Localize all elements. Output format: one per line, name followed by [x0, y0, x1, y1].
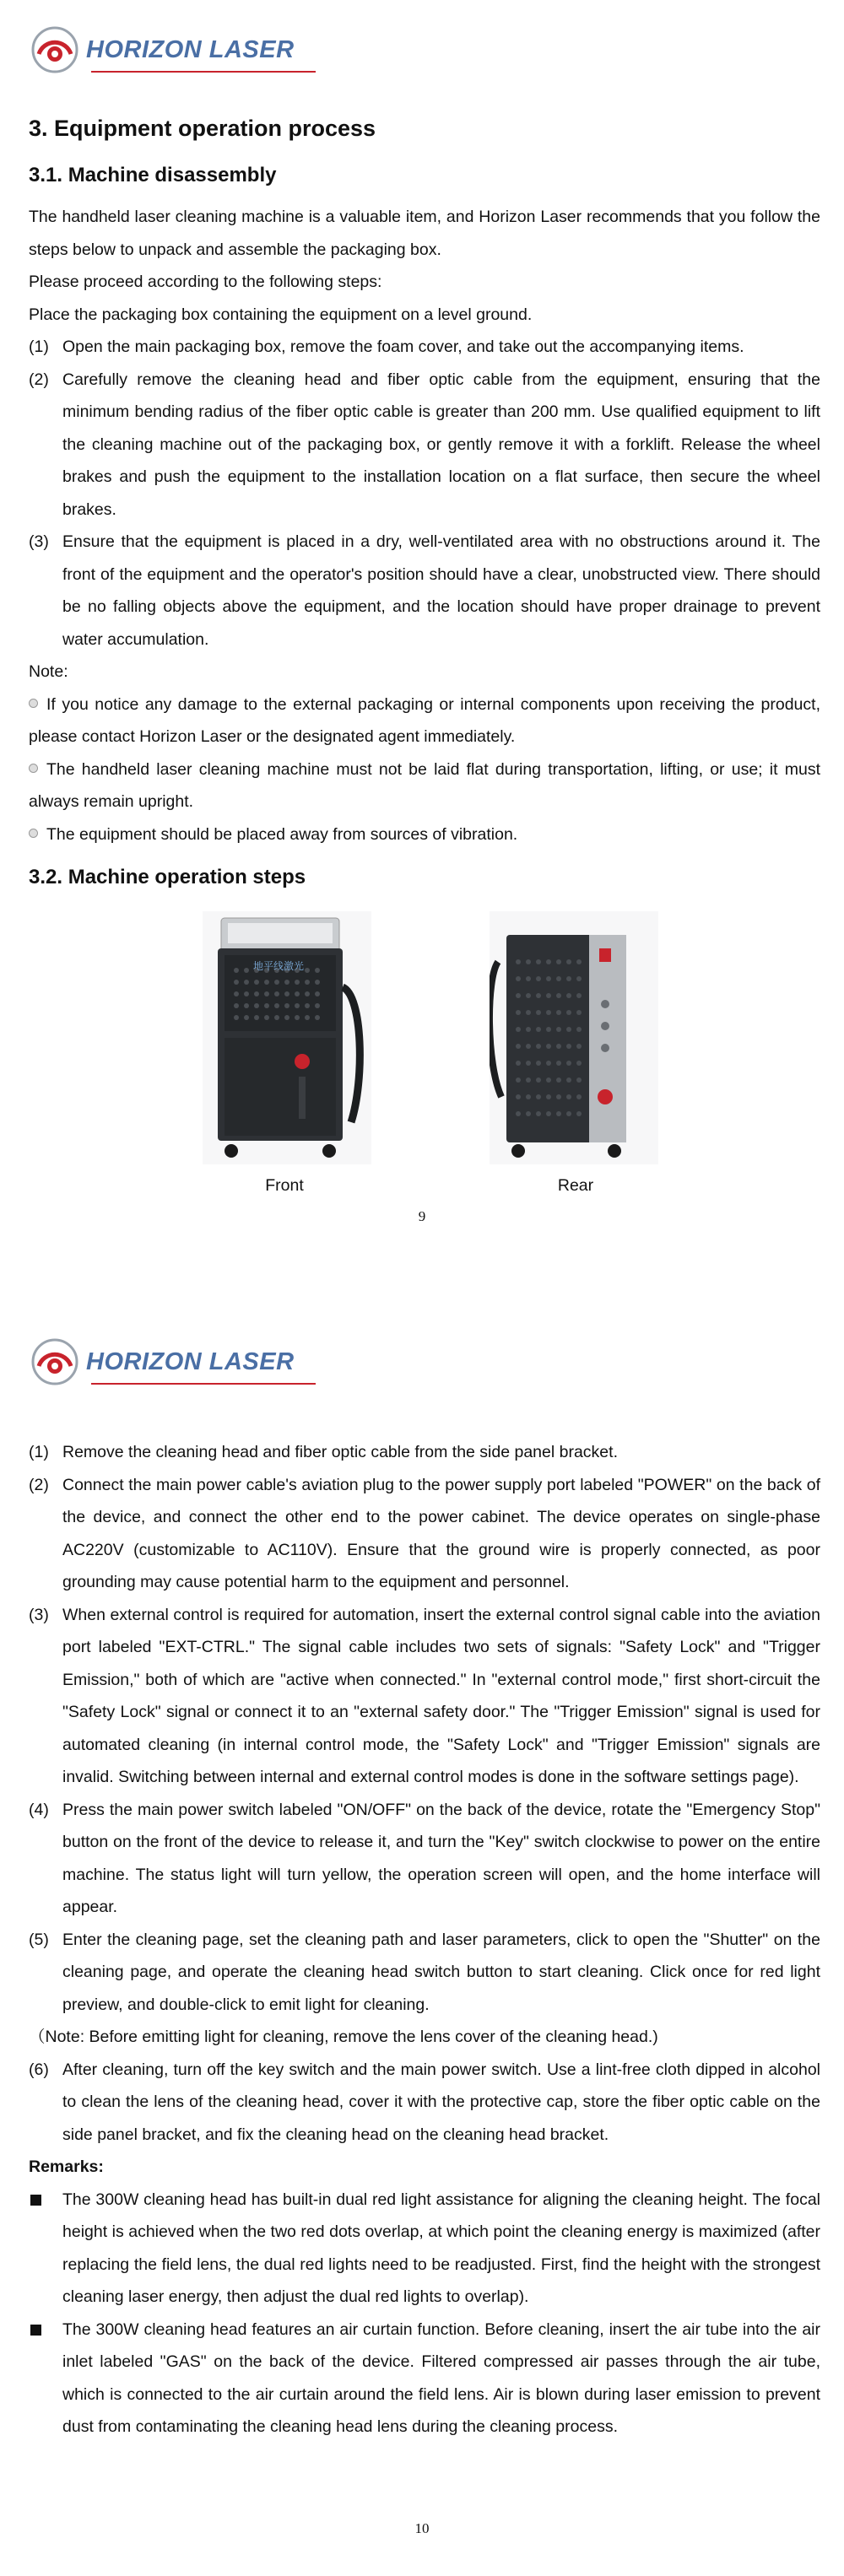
caption-rear: Rear [557, 1176, 594, 1195]
section-title: 3. Equipment operation process [29, 116, 376, 141]
machine-rear-image [490, 911, 658, 1169]
bullet-dot-icon [29, 829, 38, 838]
page9-body [29, 111, 820, 894]
logo-emblem-icon [30, 25, 79, 74]
remarks-label: Remarks: [29, 2157, 104, 2176]
operation-step: (1) Remove the cleaning head and fiber optic cable from the side panel bracket. [29, 1443, 618, 1461]
logo-underline [91, 71, 316, 73]
subsection-title-disassembly: 3.1. Machine disassembly [29, 164, 277, 186]
horizon-laser-logo [30, 25, 295, 74]
disassembly-step: (2) Carefully remove the cleaning head and fiber optic cable from the equipment, ensuring that the minimum bending radius of the fiber optic cable is greater than 200 mm. Use qualified equipment to lift the cleaning machine out of the packaging box, or gently remove it with a forklift. Release the wheel brakes and push the equipment to the installation location on a flat surface, then secure the wheel brakes. [29, 370, 820, 519]
logo-underline [91, 1383, 316, 1385]
square-bullet-icon [30, 2325, 41, 2336]
operation-step: (2) Connect the main power cable's aviation plug to the power supply port labeled "POWER" on the back of the device, and connect the other end to the power cabinet. The device operates on single-phase AC220V (customizable to AC110V). Ensure that the ground wire is properly connected, as poor grounding may cause potential harm to the equipment and personnel. [29, 1475, 820, 1591]
machine-front-image [203, 911, 371, 1169]
caption-front: Front [265, 1176, 304, 1195]
logo-emblem-icon [30, 1337, 79, 1386]
operation-step: (5) Enter the cleaning page, set the cleaning path and laser parameters, click to open the "Shutter" on the cleaning page, and operate the cleaning head switch button to start cleaning. Click once for red light preview, and double-click to emit light for cleaning. [29, 1930, 820, 2014]
remark-item: The 300W cleaning head has built-in dual red light assistance for aligning the cleaning height. The focal height is achieved when the two red dots overlap, at which point the cleaning energy is maximized (after replacing the field lens, the dual red lights need to be readjusted. First, find the height with the strongest cleaning laser energy, then adjust the dual red lights to overlap). [29, 2184, 820, 2314]
proceed-line: Please proceed according to the following steps: [29, 273, 382, 291]
operation-step: (3) When external control is required for automation, insert the external control signal cable into the aviation port labeled "EXT-CTRL." The signal cable includes two sets of signals: "Safety Lock" and "Trigger Emission," both of which are "active when connected." In "external control mode," first short-circuit the "Safety Lock" signal or connect it to an "external safety door." The "Trigger Emission" signal is used for automated cleaning (in internal control mode, the "Safety Lock" and "Trigger Emission" signals are invalid. Switching between internal and external control modes is done in the software settings page). [29, 1605, 820, 1786]
note-item: The equipment should be placed away from sources of vibration. [29, 818, 820, 851]
page-10 [0, 1312, 844, 2576]
logo-text: HORIZON LASER [86, 35, 295, 63]
page-number: 10 [414, 2520, 430, 2536]
operation-step: (4) Press the main power switch labeled "ON/OFF" on the back of the device, rotate the "Emergency Stop" button on the front of the device to release it, and turn the "Key" switch clockwise to power on the entire machine. The status light will turn yellow, the operation screen will open, and the home interface will appear. [29, 1800, 820, 1916]
bullet-dot-icon [29, 764, 38, 773]
machine-sign-text: 地平线激光 [253, 960, 305, 972]
horizon-laser-logo [30, 1337, 295, 1386]
disassembly-step: (1) Open the main packaging box, remove the foam cover, and take out the accompanying items. [29, 338, 744, 356]
operation-step: (6) After cleaning, turn off the key switch and the main power switch. Use a lint-free cloth dipped in alcohol to clean the lens of the cleaning head, cover it with the protective cap, store the fiber optic cable on the side panel bracket, and fix the cleaning head on the cleaning head bracket. [29, 2060, 820, 2144]
subsection-title-operation: 3.2. Machine operation steps [29, 866, 306, 888]
note-item: If you notice any damage to the external packaging or internal components upon receiving the product, please contact Horizon Laser or the designated agent immediately. [29, 694, 820, 746]
remark-item: The 300W cleaning head features an air curtain function. Before cleaning, insert the air tube into the air inlet labeled "GAS" on the back of the device. Filtered compressed air passes through the air tube, which is connected to the air curtain around the field lens. Air is blown during laser emission to prevent dust from contaminating the cleaning head lens during the cleaning process. [29, 2314, 820, 2444]
disassembly-step: (3) Ensure that the equipment is placed in a dry, well-ventilated area with no obstructions around it. The front of the equipment and the operator's position should have a clear, unobstructed view. There should be no falling objects above the equipment, and the location should have proper drainage to prevent water accumulation. [29, 532, 820, 649]
logo-text: HORIZON LASER [86, 1347, 295, 1375]
page10-body [29, 1391, 820, 2444]
bullet-dot-icon [29, 699, 38, 708]
place-line: Place the packaging box containing the equipment on a level ground. [29, 305, 533, 324]
square-bullet-icon [30, 2195, 41, 2206]
page-9 [0, 0, 844, 1266]
note-item: The handheld laser cleaning machine must not be laid flat during transportation, lifting, or use; it must always remain upright. [29, 759, 820, 811]
intro-paragraph: The handheld laser cleaning machine is a valuable item, and Horizon Laser recommends that you follow the steps below to unpack and assemble the packaging box. [29, 208, 820, 259]
page-number: 9 [418, 1208, 426, 1224]
lens-cover-note: （Note: Before emitting light for cleaning, remove the lens cover of the cleaning head.) [29, 2028, 658, 2046]
note-label: Note: [29, 662, 68, 681]
